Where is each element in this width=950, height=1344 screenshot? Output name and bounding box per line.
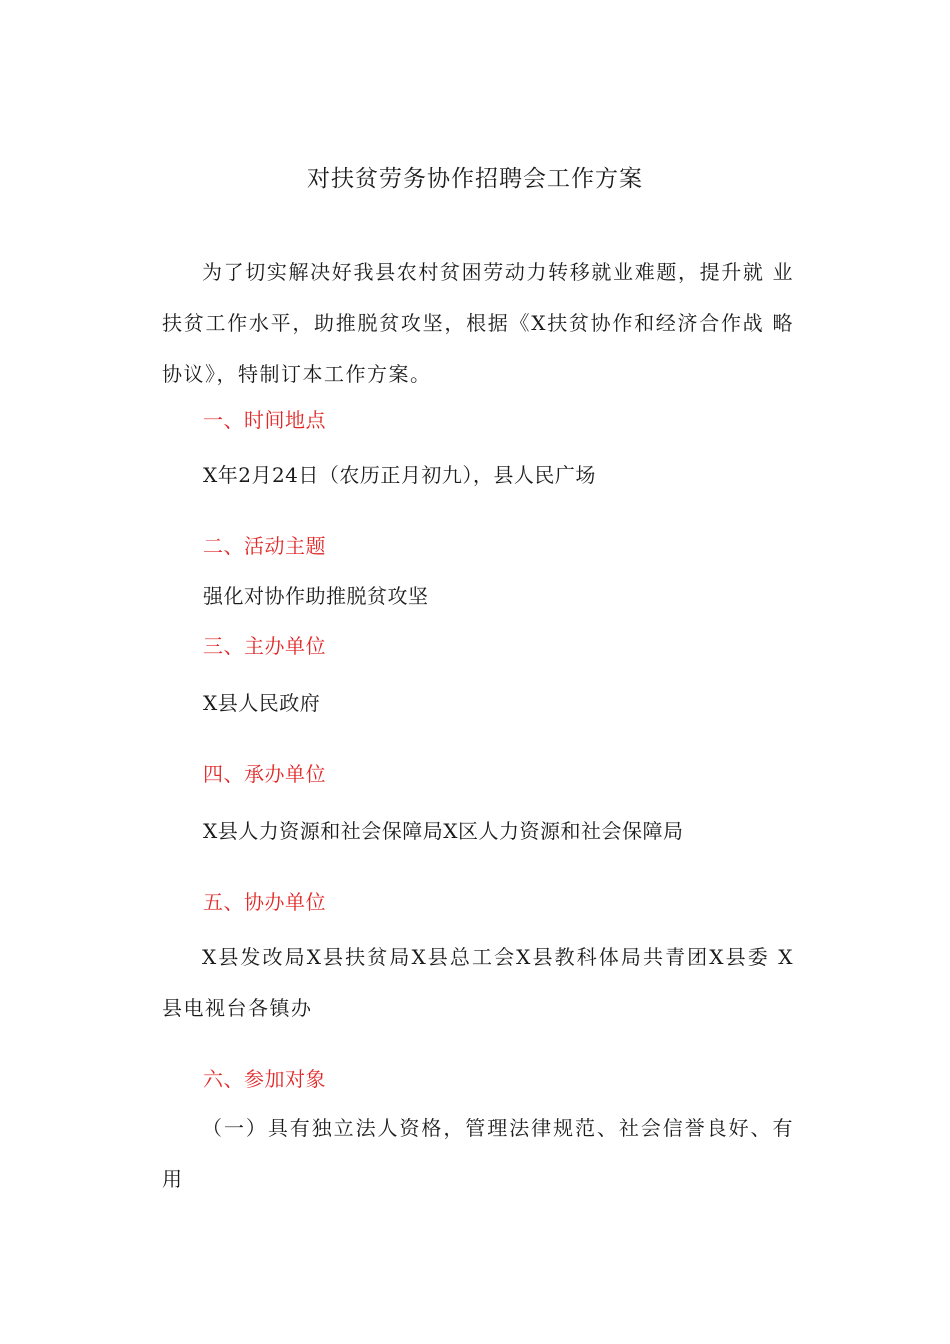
section-content-theme: 强化对协作助推脱贫攻坚 xyxy=(203,584,429,608)
section-content-organizer: X县人力资源和社会保障局X区人力资源和社会保障局 xyxy=(203,819,684,843)
section-content-host: X县人民政府 xyxy=(203,691,321,715)
section-content-time-place: X年2月24日（农历正月初九），县人民广场 xyxy=(203,463,596,487)
section-heading-theme: 二、活动主题 xyxy=(203,534,326,558)
section-heading-time-place: 一、时间地点 xyxy=(203,408,326,432)
intro-paragraph: 为了切实解决好我县农村贫困劳动力转移就业难题，提升就 业扶贫工作水平，助推脱贫攻坚，根据《X扶贫协作和经济合作战 略协议》，特制订本工作方案。 xyxy=(162,260,794,386)
section-content-participants: （一）具有独立法人资格，管理法律规范、社会信誉良好、有用 xyxy=(162,1116,794,1191)
section-heading-participants: 六、参加对象 xyxy=(203,1067,326,1091)
section-heading-host: 三、主办单位 xyxy=(203,634,326,658)
section-heading-co-organizer: 五、协办单位 xyxy=(203,890,326,914)
section-heading-organizer: 四、承办单位 xyxy=(203,762,326,786)
document-title: 对扶贫劳务协作招聘会工作方案 xyxy=(307,166,643,192)
section-content-co-organizer: X县发改局X县扶贫局X县总工会X县教科体局共青团X县委 X县电视台各镇办 xyxy=(162,945,794,1020)
